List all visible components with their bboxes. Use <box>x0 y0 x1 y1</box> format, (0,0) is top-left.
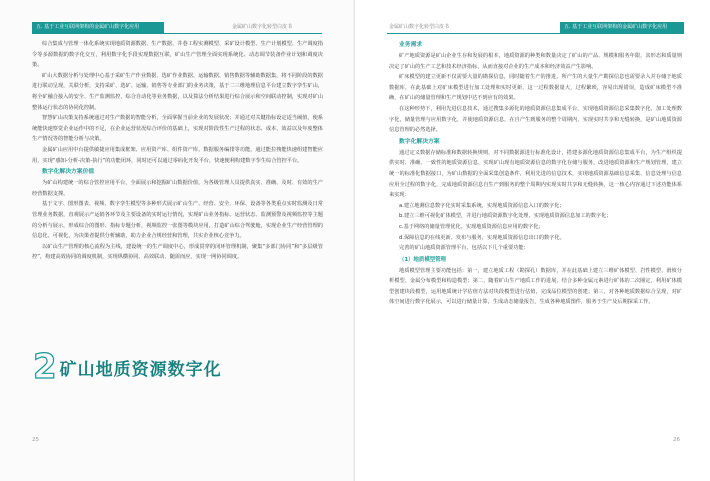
paragraph: 地质模型管理主要功能包括：第一，建立地质工程（勘探孔）数据库，并在此基础上建立三维矿体模型、岩性模型、滑坡分析模型、金属分布模型和构造模型；第二，随着矿山生产地质工作的进展，结合多种金属元素进行矿体的二次圈定，利用矿体模型创建块段模型，运用地质统计学估值方法对块段模型进行估值，完成品位模型的创建；第三，对各种地质数据综合呈现，对矿体空间进行数字化展示，可以进行储量计算，生成动态储量报告，生成各种地质图件，服务于生产及后期探采工作。 <box>389 267 682 306</box>
right-body <box>389 39 682 308</box>
paragraph: 矿产地质资源是矿山企业生存和发展的根本，地质资源的种类和数量决定了矿山的产品、规模和服务年限，其形态和质量则决定了矿山的生产工艺和技术经济指标，从而直接对企业的生产成本和经济效益产生影响。 <box>389 53 682 70</box>
subsection-heading: （1）地质模型管理 <box>399 256 446 263</box>
list-item: a.建立地测信息数字化实时采集系统，实现地质资源信息入口的数字化； <box>399 202 565 209</box>
header-rule <box>32 33 322 34</box>
header-rule <box>387 33 684 34</box>
paragraph: 为矿山构建统一的综合管控应用平台，全面展示和挖掘矿山数据价值，为各级管理人员提供真实、准确、及时、有效的生产经营数据支撑。 <box>32 180 323 197</box>
page-number: 26 <box>673 437 680 443</box>
right-page <box>355 0 710 481</box>
paragraph: 金属矿山应用中台提供敏捷应用集成框架、应用资产库、组件资产库、数据服务编排等功能，通过能拉拽能快速组建智能应用，实现“感知-分析-决策-执行”的功能闭环，同时还可以通过零码化开发平台，快速便利构建数字孪生综合管控平台。 <box>32 146 323 164</box>
chapter-title: 矿山地质资源数字化 <box>59 359 222 380</box>
paragraph: 通过定义数据存储标准和数据转换规则，对不同数据源进行标准化设计，搭建多源化地质资源信息集成平台，为生产组织提供实时、准确、一致性的地质资源信息，实现矿山现有地质资源信息的数字化存储与服务，改进地质资源和生产规划管理，建立统一的标准化数据接口，为矿山数据的全面采集创造条件，利用先进的信息技术，实现地质资源基础信息采集、信息处理与信息应用全过程的数字化，完成地质资源信息自生产到服务的整个周期内实现实时共享和无缝转换，这一核心内容通过下述功能体系来实现： <box>389 149 682 199</box>
header-title: 金属矿山数字化转型白皮书 <box>389 24 450 30</box>
section-heading-solution: 数字化解决方案 <box>399 138 440 145</box>
section-heading-demand: 业务需求 <box>399 42 423 48</box>
page-number: 25 <box>32 437 39 443</box>
paragraph: 智慧矿山决策支持系统通过对生产数据的智能分析，全面掌握当前企业的发展状况；并通过对关键指标设定适当阈值，使系统能快速察觉企业运作中的不足，在企业运营状况综合评价的基础上，实现对阶段性生产过程的状态、成本、效益以及年度整体生产情况等的智能分析与决策。 <box>32 115 323 143</box>
paragraph: 矿床模型的建立更新不仅需要大量的勘探信息，同时随着生产的推进，所产生的大量生产勘探信息也需要录入并存储于地质数据库，在此基础上对矿床模型进行加工处理和实时更新，这一过程数据量大，过程繁琐，容易出现错误，造成矿床模型不准确，在矿山的储量管理和生产规划中达不到应有的效果。 <box>389 74 682 102</box>
chapter-heading <box>33 347 222 387</box>
chapter-number: 2 <box>33 347 57 387</box>
paragraph: 完善的矿山地质资源管理平台，包括以下几个重要功能： <box>399 245 529 252</box>
paragraph: 综合集成与管理一体化系统实现地质资源数据、生产数据、井巷工程实测模型、采矿设计模型、生产计划模型、生产调度指令等多源数据的数字化交互，利用数字化手段实现数据互联，矿山生产管理全面实现系统化、动态调节装备作业计划和调度决策。 <box>32 41 323 69</box>
header-title: 金属矿山数字化转型白皮书 <box>232 24 293 30</box>
header-section-tag: 五. 基于工业互联网架构的金属矿山数字化应用 <box>560 22 684 33</box>
paragraph: 在这种形势下，利用先进信息技术，通过搜集多源化的地质资源信息集成平台，实现地质资源信息采集数字化，加工处理数字化，储量管理与应用数字化，并使地质资源信息，在自产生到服务的整个周期内，实现实时共享和无缝转换，是矿山地质资源信息管理的必然选择。 <box>389 105 682 134</box>
paragraph: 矿山大数据分析与处理中心基于采矿生产作业数据、选矿作业数据、运输数据、销售数据等辅助数据集，将不同阶段的数据进行联动呈现，关联分析，支持采矿、选矿、运输、销售等专业部门的业务决策，基于二三维地理信息平台建立数字孪生矿山，将全矿融合接入的安全、生产监测监控，综合自动化等业务数据，以及算法分析结果进行综合展示和空间联动控制，实现对矿山整体运行状态的协同化控制。 <box>32 72 323 111</box>
section-heading-value: 数字化解决方案价值 <box>42 169 95 176</box>
list-item: d.保障信息的在线更新、发布与服务，实现地质资源信息出口的数字化。 <box>399 234 565 241</box>
paragraph: 基于文字、图形图表、视频、数字孪生模型等多种形式展示矿山生产、经营、安全、环保、设备等各类重点实时监测及日常管理业务数据，直观展示产运销各环节及主要设备的实时运行情况，实现矿山业务指标、运营状态、监测预警及视频监控等主题的分析与展示，形成综合的图形、指标专题分析，视频监控一张图等模块应用，打造矿山综合驾驶舱，实现企业生产经营管理的信息化、可视化，为决策者提供分析辅助，助力企业合规经营和管理，共实企业核心竞争力。 <box>32 201 323 240</box>
list-item: c.基于网络的储量管理优化，实现地质资源信息应用的数字化； <box>399 223 544 230</box>
paragraph: 以矿山生产管理的核心流程为主线，建设统一的生产调度中心，形成贯穿的闭环管理机制，聚集“多部门协同”和“多层级管控”，构建高效协同的调度机制，实现纵横协同、高效联动、随需而应，实现一网协同调度。 <box>32 243 323 261</box>
left-body <box>32 39 323 263</box>
list-item: b.建立三维可视化矿体模型，并进行地质资源数字化处理，实现地质资源信息加工的数字化； <box>399 213 612 220</box>
header-section-tag: 五. 基于工业互联网架构的金属矿山数字化应用 <box>32 22 164 33</box>
